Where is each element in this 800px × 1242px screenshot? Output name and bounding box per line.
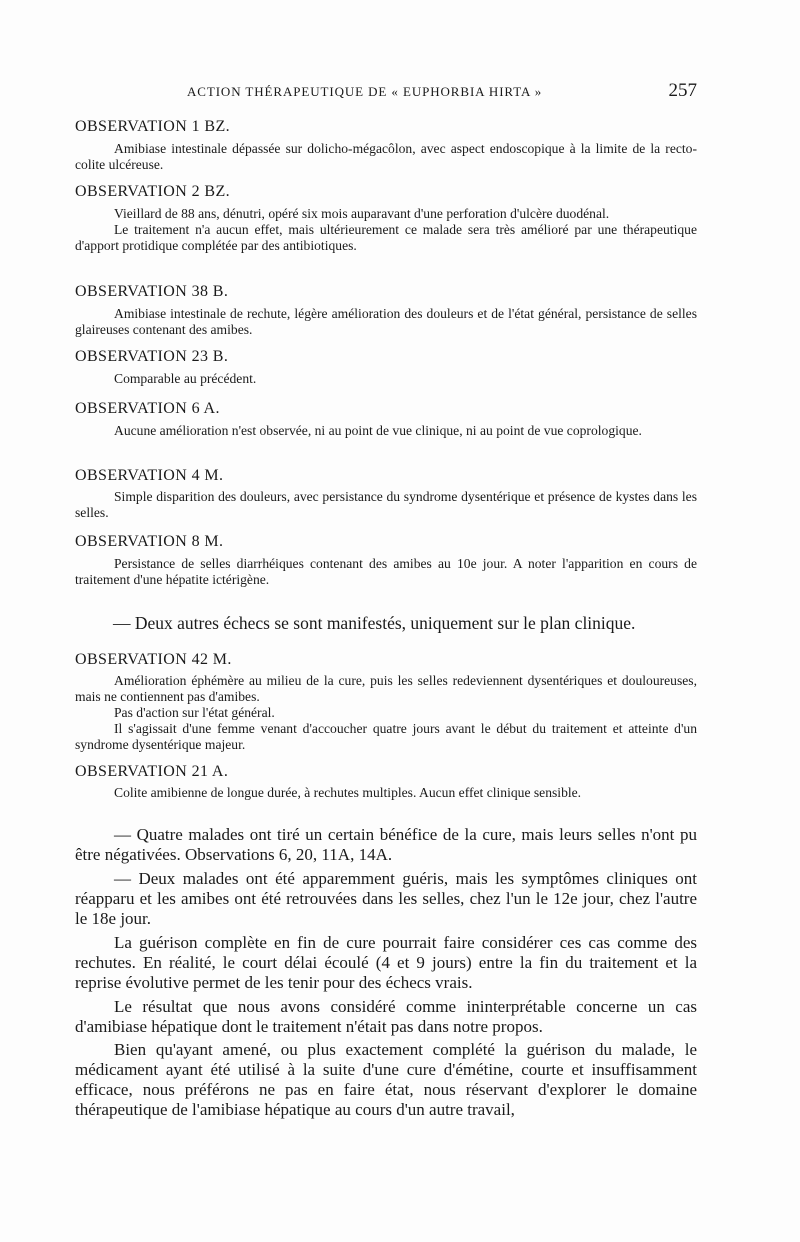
observation-heading: OBSERVATION 2 BZ. — [75, 183, 231, 200]
observation-heading: OBSERVATION 8 M. — [75, 533, 224, 550]
observation-heading: OBSERVATION 21 A. — [75, 763, 229, 780]
conclusion-paragraph — [75, 933, 697, 993]
observation-body — [75, 673, 697, 753]
observation-heading: OBSERVATION 6 A. — [75, 400, 220, 417]
conclusion-paragraph — [75, 1040, 697, 1120]
conclusion-text: — Quatre malades ont tiré un certain bénéfice de la cure, mais leurs selles n'ont pu être négativées. Observations 6, 20, 11A, 14A. — [75, 825, 697, 864]
observation-body — [75, 371, 697, 387]
conclusion-paragraph — [75, 997, 697, 1037]
observation-body — [75, 206, 697, 254]
page-number: 257 — [668, 80, 697, 101]
running-title: ACTION THÉRAPEUTIQUE DE « EUPHORBIA HIRTA » — [187, 84, 543, 99]
observation-body — [75, 489, 697, 521]
observation-paragraph: Colite amibienne de longue durée, à rechutes multiples. Aucun effet clinique sensible. — [114, 785, 582, 800]
observation-body — [75, 556, 697, 588]
observation-paragraph: Persistance de selles diarrhéiques contenant des amibes au 10e jour. A noter l'apparition en cours de traitement d'une hépatite ictérigène. — [75, 556, 697, 587]
conclusion-text: Bien qu'ayant amené, ou plus exactement complété la guérison du malade, le médicament ayant été utilisé à la suite d'une cure d'émétine, courte et insuffisamment efficace, nous préférons ne pas en faire état, nous réservant d'explorer le domaine thérapeutique de l'amibiase hépatique au cours d'un autre travail, — [75, 1040, 697, 1119]
observation-paragraph: Amélioration éphémère au milieu de la cure, puis les selles redeviennent dysentériques et douloureuses, mais ne contiennent pas d'amibes. — [75, 673, 697, 704]
observation-paragraph: Pas d'action sur l'état général. — [114, 705, 275, 720]
interlude-line: — Deux autres échecs se sont manifestés, uniquement sur le plan clinique. — [113, 613, 636, 633]
observation-paragraph: Vieillard de 88 ans, dénutri, opéré six mois auparavant d'une perforation d'ulcère duodénal. — [114, 206, 610, 221]
observation-paragraph: Aucune amélioration n'est observée, ni au point de vue clinique, ni au point de vue coprologique. — [114, 423, 642, 438]
observation-heading: OBSERVATION 42 M. — [75, 651, 232, 668]
observation-paragraph: Il s'agissait d'une femme venant d'accoucher quatre jours avant le début du traitement et atteinte d'un syndrome dysentérique majeur. — [75, 721, 697, 752]
observation-paragraph: Amibiase intestinale de rechute, légère amélioration des douleurs et de l'état général, persistance de selles glaireuses contenant des amibes. — [75, 306, 697, 337]
observation-paragraph: Le traitement n'a aucun effet, mais ultérieurement ce malade sera très amélioré par une thérapeutique d'apport protidique complétée par des antibiotiques. — [75, 222, 697, 253]
conclusion-text: Le résultat que nous avons considéré comme ininterprétable concerne un cas d'amibiase hépatique dont le traitement n'était pas dans notre propos. — [75, 997, 697, 1036]
observation-body — [75, 423, 697, 439]
conclusion-text: — Deux malades ont été apparemment guéris, mais les symptômes cliniques ont réapparu et les amibes ont été retrouvées dans les selles, chez l'un le 12e jour, chez l'autre le 18e jour. — [75, 869, 697, 928]
observation-paragraph: Simple disparition des douleurs, avec persistance du syndrome dysentérique et présence de kystes dans les selles. — [75, 489, 697, 520]
page-header — [75, 80, 697, 104]
observation-paragraph: Amibiase intestinale dépassée sur dolicho-mégacôlon, avec aspect endoscopique à la limite de la recto-colite ulcéreuse. — [75, 141, 697, 172]
observation-paragraph: Comparable au précédent. — [114, 371, 257, 386]
observation-heading: OBSERVATION 4 M. — [75, 467, 224, 484]
observation-body — [75, 785, 697, 801]
observation-heading: OBSERVATION 1 BZ. — [75, 118, 231, 135]
conclusion-paragraph — [75, 869, 697, 929]
observation-body — [75, 141, 697, 173]
conclusion-text: La guérison complète en fin de cure pourrait faire considérer ces cas comme des rechutes. En réalité, le court délai écoulé (4 et 9 jours) entre la fin du traitement et la reprise évolutive permet de les tenir pour des échecs vrais. — [75, 933, 697, 992]
observation-heading: OBSERVATION 23 B. — [75, 348, 229, 365]
observation-heading: OBSERVATION 38 B. — [75, 283, 229, 300]
observation-body — [75, 306, 697, 338]
conclusion-paragraph — [75, 825, 697, 865]
